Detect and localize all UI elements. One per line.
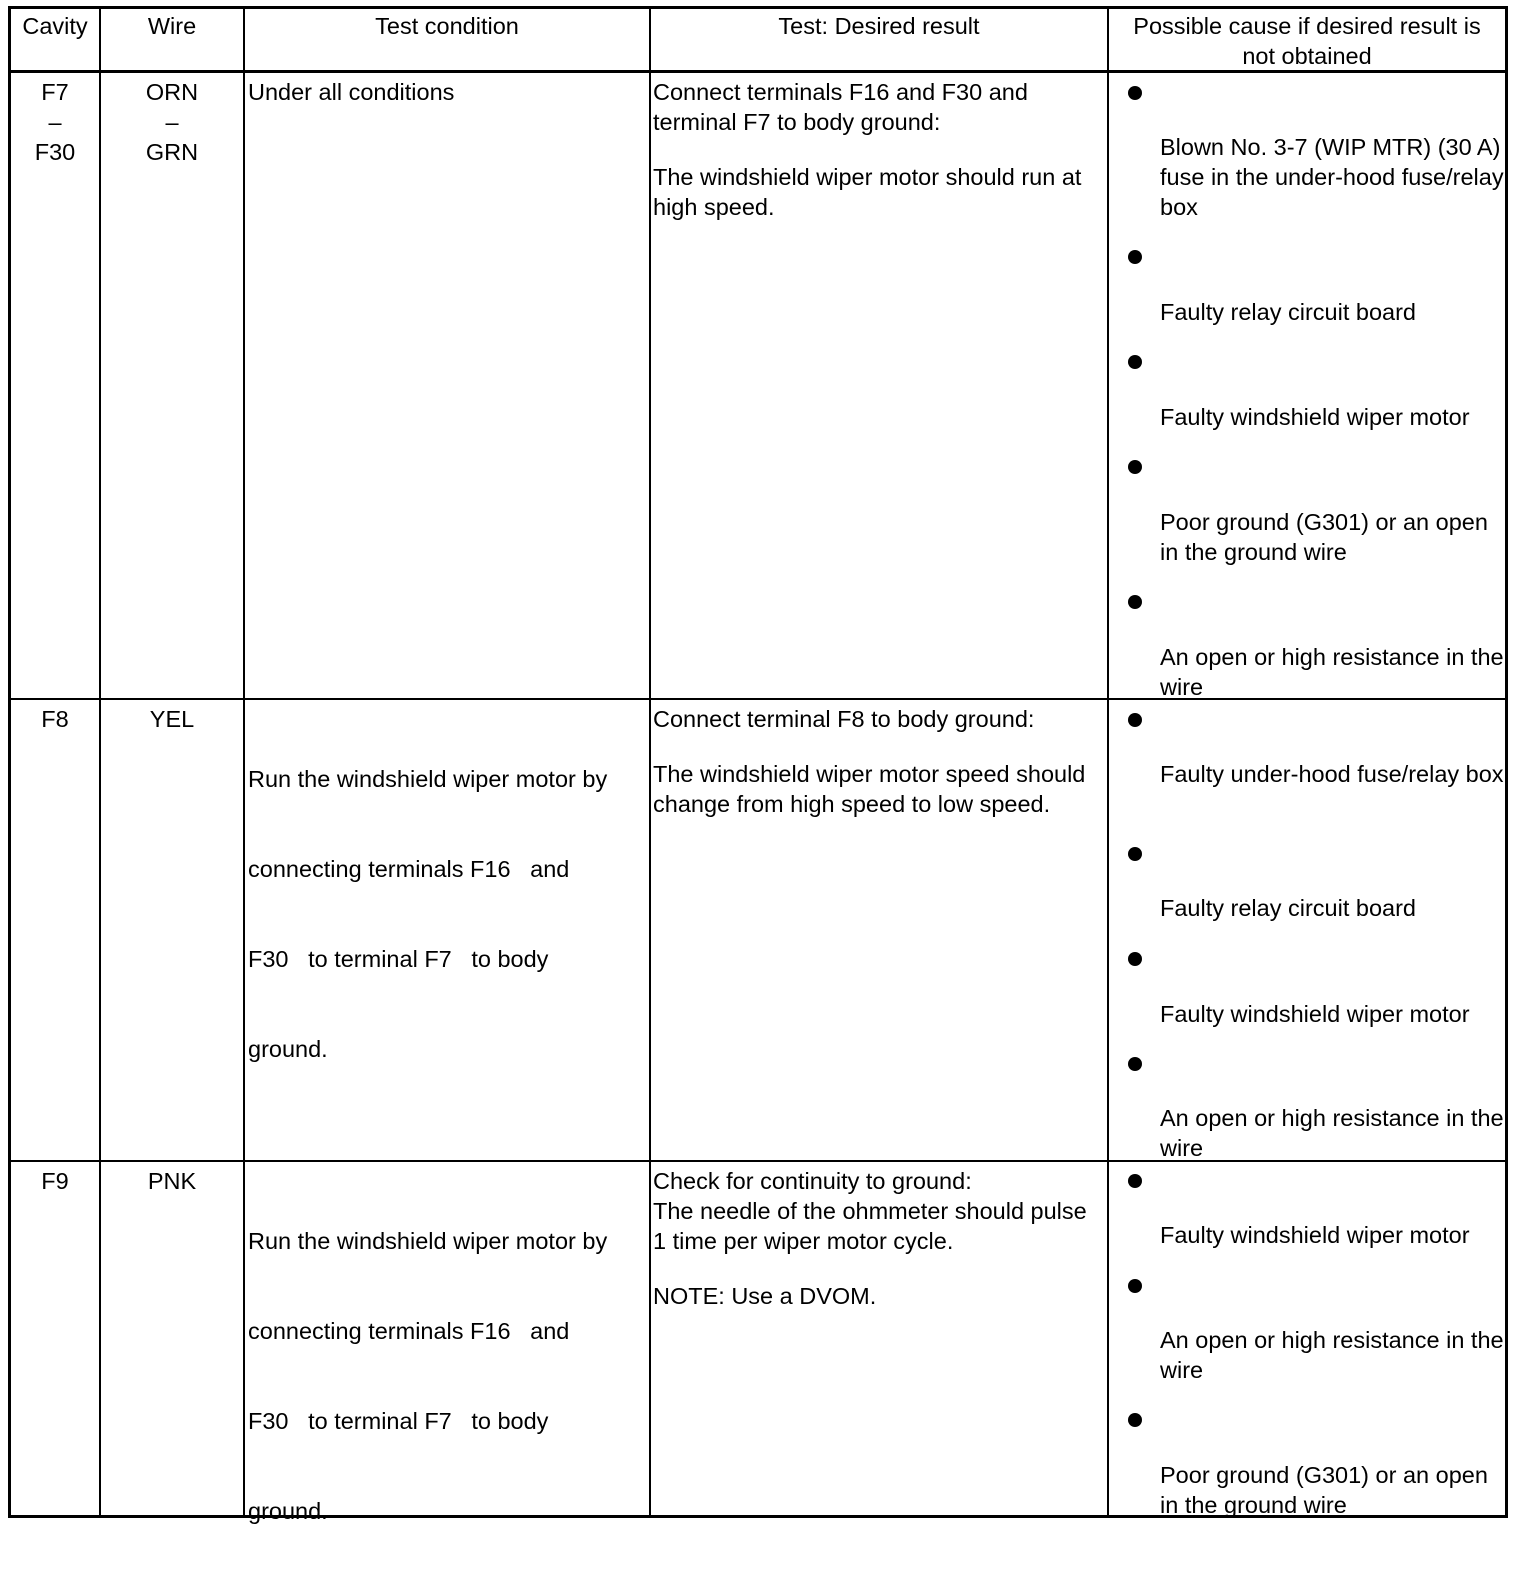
row1-cause-5: An open or high resistance in the wire xyxy=(1160,644,1504,700)
row3-condition: Run the windshield wiper motor by connecting terminals F16 and F30 to terminal F7 to body ground. xyxy=(248,1228,608,1524)
row3-cause-2: An open or high resistance in the wire xyxy=(1160,1327,1504,1383)
header-test-condition: Test condition xyxy=(375,13,519,39)
row1-wire: ORN – GRN xyxy=(145,79,199,165)
row1-cause-3: Faulty windshield wiper motor xyxy=(1160,404,1470,430)
header-wire: Wire xyxy=(147,13,197,39)
bullet-icon xyxy=(1128,86,1142,100)
bullet-icon xyxy=(1128,847,1142,861)
row3-result-expected: The needle of the ohmmeter should pulse 1 time per wiper motor cycle. xyxy=(653,1198,1087,1254)
row1-result-instruction: Connect terminals F16 and F30 and terminal F7 to body ground: xyxy=(653,79,1028,135)
row1-cause-2: Faulty relay circuit board xyxy=(1160,299,1416,325)
row3-result-instruction: Check for continuity to ground: xyxy=(653,1168,972,1194)
row3-cause-1: Faulty windshield wiper motor xyxy=(1160,1222,1470,1248)
table-top-border xyxy=(8,6,1508,9)
row1-cause-4: Poor ground (G301) or an open in the ground wire xyxy=(1160,509,1488,565)
row2-condition: Run the windshield wiper motor by connecting terminals F16 and F30 to terminal F7 to body ground. xyxy=(248,766,608,1062)
row2-cause-1: Faulty under-hood fuse/relay box xyxy=(1160,761,1504,787)
row3-cavity: F9 xyxy=(41,1168,69,1194)
bullet-icon xyxy=(1128,460,1142,474)
row3-wire: PNK xyxy=(147,1168,197,1194)
table-right-border xyxy=(1505,6,1508,1518)
col-divider-3 xyxy=(649,6,651,1518)
col-divider-4 xyxy=(1107,6,1109,1518)
row2-cavity: F8 xyxy=(41,706,69,732)
row3-cause-3: Poor ground (G301) or an open in the ground wire xyxy=(1160,1462,1488,1518)
row1-condition: Under all conditions xyxy=(248,79,455,105)
bullet-icon xyxy=(1128,595,1142,609)
bullet-icon xyxy=(1128,1057,1142,1071)
header-desired-result: Test: Desired result xyxy=(778,13,980,39)
row1-cavity: F7 – F30 xyxy=(34,79,76,165)
row3-result-note: NOTE: Use a DVOM. xyxy=(653,1283,877,1309)
bullet-icon xyxy=(1128,1279,1142,1293)
row2-cause-2: Faulty relay circuit board xyxy=(1160,895,1416,921)
table-left-border xyxy=(8,6,11,1518)
col-divider-2 xyxy=(243,6,245,1518)
row2-result-expected: The windshield wiper motor speed should change from high speed to low speed. xyxy=(653,761,1086,817)
bullet-icon xyxy=(1128,952,1142,966)
header-cavity: Cavity xyxy=(22,13,88,39)
header-possible-cause: Possible cause if desired result is not obtained xyxy=(1133,13,1481,69)
row2-result-instruction: Connect terminal F8 to body ground: xyxy=(653,706,1035,732)
row2-wire: YEL xyxy=(149,706,195,732)
row2-cause-4: An open or high resistance in the wire xyxy=(1160,1105,1504,1161)
row2-cause-3: Faulty windshield wiper motor xyxy=(1160,1001,1470,1027)
row1-cause-1: Blown No. 3-7 (WIP MTR) (30 A) fuse in the under-hood fuse/relay box xyxy=(1160,134,1504,220)
bullet-icon xyxy=(1128,713,1142,727)
bullet-icon xyxy=(1128,1413,1142,1427)
bullet-icon xyxy=(1128,250,1142,264)
col-divider-1 xyxy=(99,6,101,1518)
bullet-icon xyxy=(1128,355,1142,369)
row1-result-expected: The windshield wiper motor should run at high speed. xyxy=(653,164,1082,220)
bullet-icon xyxy=(1128,1174,1142,1188)
